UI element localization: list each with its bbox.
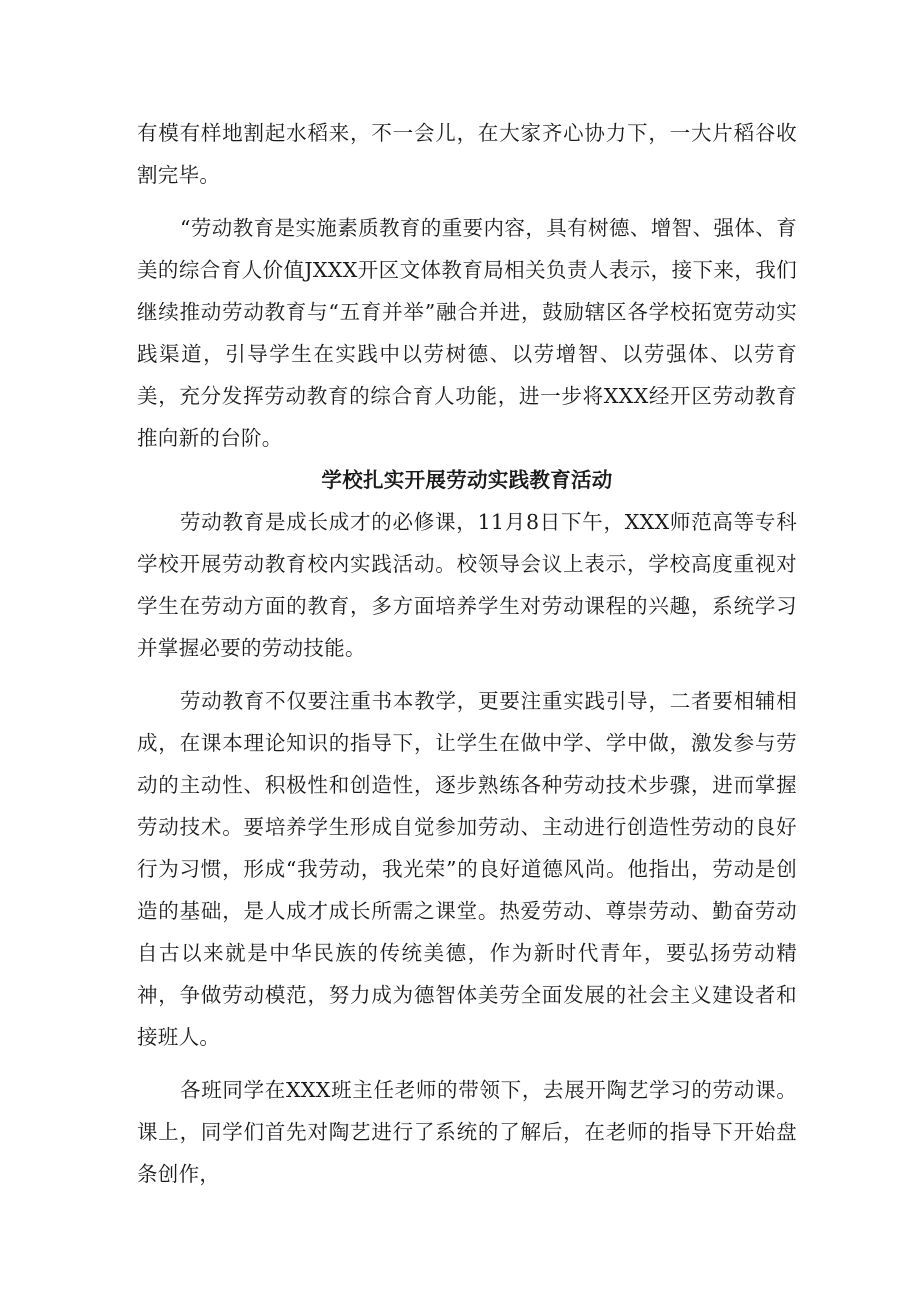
paragraph-continuation: 有模有样地割起水稻来，不一会儿，在大家齐心协力下，一大片稻谷收割完毕。 bbox=[137, 121, 797, 187]
paragraph-body: 劳动教育不仅要注重书本教学，更要注重实践引导，二者要相辅相成，在课本理论知识的指导下，让学生在做中学、学中做，激发参与劳动的主动性、积极性和创造性，逐步熟练各种劳动技术步骤，进而掌握劳动技术。要培养学生形成自觉参加劳动、主动进行创造性劳动的良好行为习惯，形成“我劳动，我光荣”的良好道德风尚。他指出，劳动是创造的基础，是人成才成长所需之课堂。热爱劳动、尊崇劳动、勤奋劳动自古以来就是中华民族的传统美德，作为新时代青年，要弘扬劳动精神，争做劳动模范，努力成为德智体美劳全面发展的社会主义建设者和接班人。 bbox=[137, 689, 797, 1049]
paragraph-class-activity: 各班同学在XXX班主任老师的带领下，去展开陶艺学习的劳动课。课上，同学们首先对陶艺进行了系统的了解后，在老师的指导下开始盘条创作， bbox=[137, 1078, 797, 1186]
paragraph-quote: “劳动教育是实施素质教育的重要内容，具有树德、增智、强体、育美的综合育人价值JXXX开区文体教育局相关负责人表示，接下来，我们继续推动劳动教育与“五育并举”融合并进，鼓励辖区各学校拓宽劳动实践渠道，引导学生在实践中以劳树德、以劳增智、以劳强体、以劳育美，充分发挥劳动教育的综合育人功能，进一步将XXX经开区劳动教育推向新的台阶。 bbox=[137, 216, 797, 450]
document-body bbox=[137, 112, 797, 1195]
paragraph-intro: 劳动教育是成长成才的必修课，11月8日下午，XXX师范高等专科学校开展劳动教育校内实践活动。校领导会议上表示，学校高度重视对学生在劳动方面的教育，多方面培养学生对劳动课程的兴趣，系统学习并掌握必要的劳动技能。 bbox=[137, 510, 797, 660]
section-title: 学校扎实开展劳动实践教育活动 bbox=[321, 468, 613, 492]
